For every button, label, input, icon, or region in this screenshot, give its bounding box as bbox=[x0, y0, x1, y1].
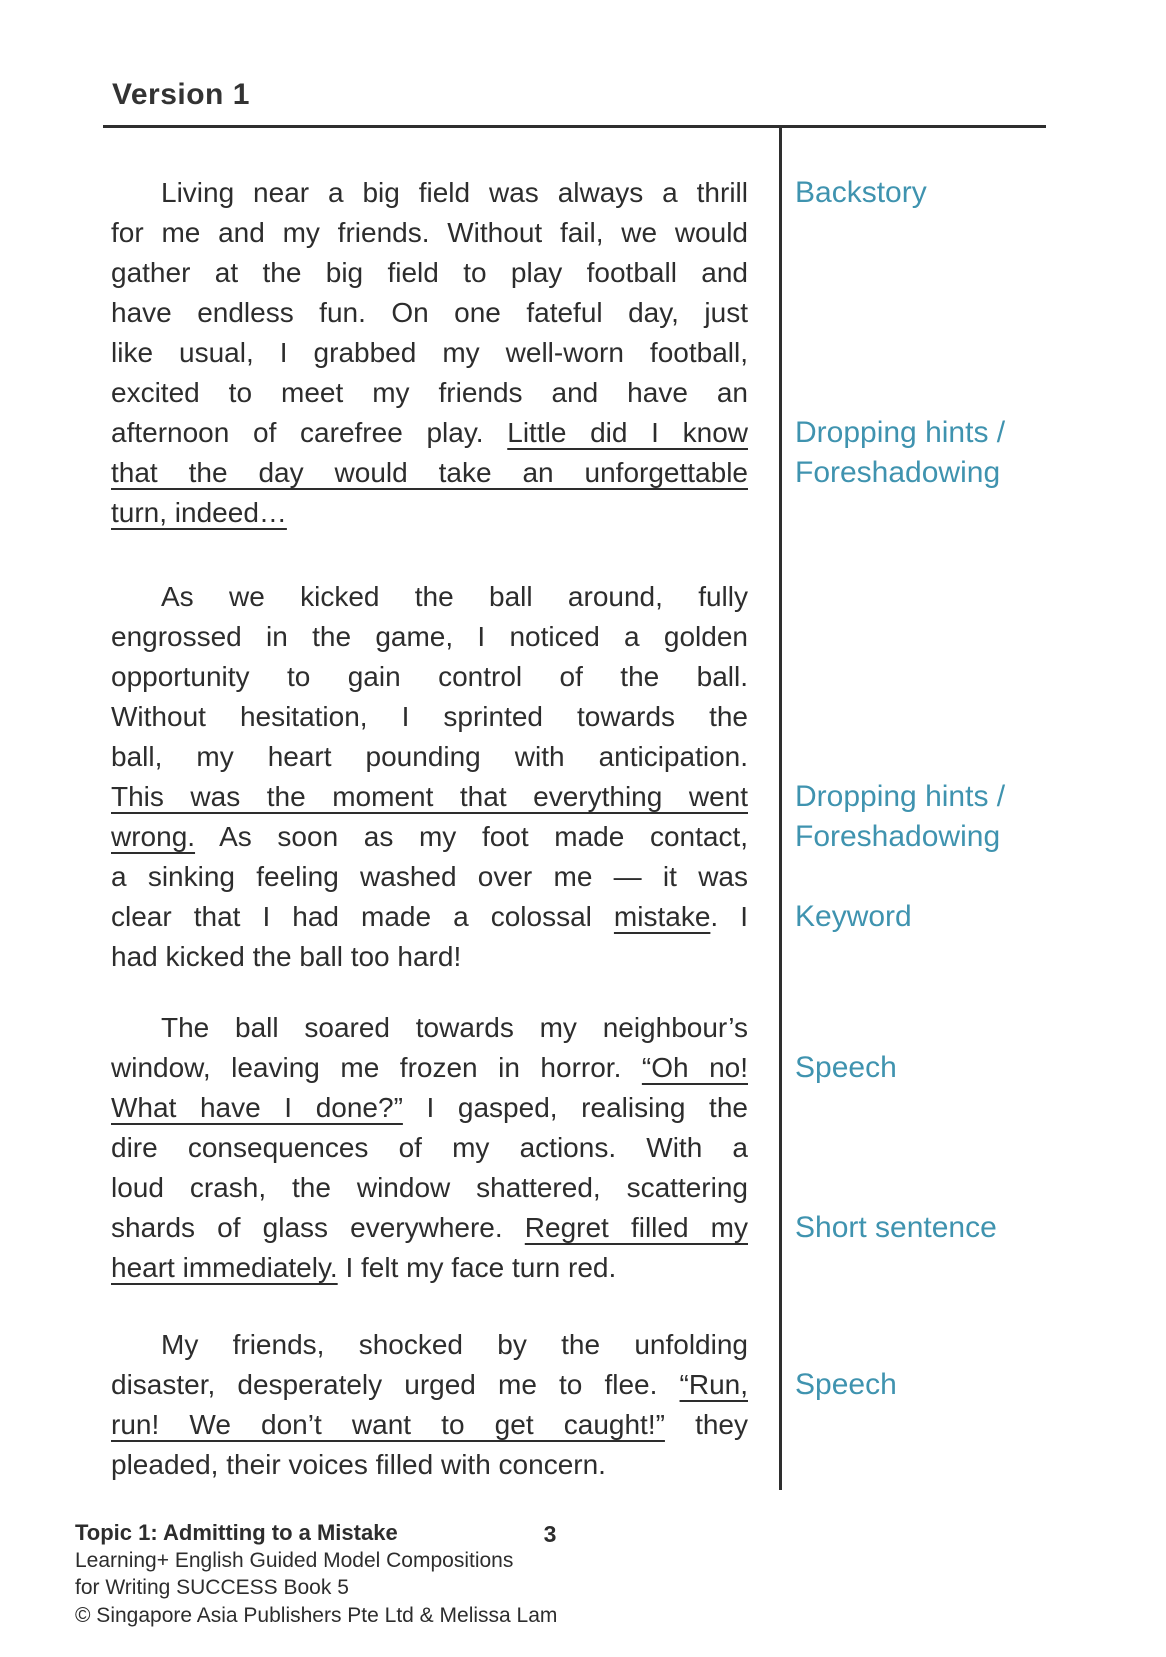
text-line bbox=[111, 213, 748, 253]
underlined-text-segment: heart immediately. bbox=[111, 1252, 338, 1283]
text-line bbox=[111, 577, 748, 617]
text-segment: afternoon of carefree play. bbox=[111, 417, 508, 448]
story-column bbox=[111, 0, 748, 1490]
text-line bbox=[111, 697, 748, 737]
text-segment: My friends, shocked by the unfolding bbox=[161, 1329, 748, 1360]
text-segment: have endless fun. On one fateful day, just bbox=[111, 297, 748, 328]
text-line bbox=[111, 897, 748, 937]
text-line bbox=[111, 817, 748, 857]
text-line bbox=[111, 1008, 748, 1048]
footer-topic: Topic 1: Admitting to a Mistake bbox=[75, 1520, 398, 1545]
text-segment: ball, my heart pounding with anticipation. bbox=[111, 741, 748, 772]
underlined-text-segment: that the day would take an unforgettable bbox=[111, 457, 748, 488]
text-line bbox=[111, 1088, 748, 1128]
text-segment: opportunity to gain control of the ball. bbox=[111, 661, 748, 692]
underlined-text-segment: This was the moment that everything went bbox=[111, 781, 748, 812]
text-segment: I gasped, realising the bbox=[402, 1092, 748, 1123]
text-line bbox=[111, 373, 748, 413]
underlined-text-segment: wrong. bbox=[111, 821, 196, 852]
story-paragraph bbox=[111, 1008, 748, 1288]
text-segment: a sinking feeling washed over me — it was bbox=[111, 861, 748, 892]
text-line bbox=[111, 453, 748, 493]
text-line bbox=[111, 1325, 748, 1365]
text-line bbox=[111, 493, 748, 533]
text-line bbox=[111, 293, 748, 333]
text-line bbox=[111, 333, 748, 373]
annotation-label: Dropping hints / Foreshadowing bbox=[795, 416, 1006, 489]
text-line bbox=[111, 1405, 748, 1445]
text-line bbox=[111, 777, 748, 817]
underlined-text-segment: “Oh no! bbox=[641, 1052, 748, 1083]
text-segment: shards of glass everywhere. bbox=[111, 1212, 525, 1243]
page-number: 3 bbox=[543, 1521, 557, 1547]
footer bbox=[75, 1519, 557, 1629]
text-line bbox=[111, 1365, 748, 1405]
text-segment: I felt my face turn red. bbox=[337, 1252, 617, 1283]
annotation-label: Backstory bbox=[795, 176, 927, 209]
annotation-label: Speech bbox=[795, 1368, 897, 1401]
story-paragraph bbox=[111, 577, 748, 977]
text-segment: like usual, I grabbed my well-worn football, bbox=[111, 337, 748, 368]
text-segment: pleaded, their voices filled with concern. bbox=[111, 1449, 606, 1480]
text-segment: gather at the big field to play football and bbox=[111, 257, 748, 288]
text-line bbox=[111, 1128, 748, 1168]
underlined-text-segment: Little did I know bbox=[507, 417, 748, 448]
text-segment: they bbox=[664, 1409, 749, 1440]
text-segment: Without hesitation, I sprinted towards the bbox=[111, 701, 748, 732]
annotation-column bbox=[795, 0, 1050, 1490]
text-segment: excited to meet my friends and have an bbox=[111, 377, 748, 408]
text-line bbox=[111, 857, 748, 897]
footer-copyright: © Singapore Asia Publishers Pte Ltd & Melissa Lam bbox=[75, 1603, 558, 1627]
text-line bbox=[111, 737, 748, 777]
underlined-text-segment: Regret filled my bbox=[524, 1212, 748, 1243]
text-segment: loud crash, the window shattered, scattering bbox=[111, 1172, 748, 1203]
text-segment: The ball soared towards my neighbour’s bbox=[161, 1012, 748, 1043]
text-line bbox=[111, 1445, 748, 1485]
annotation-label: Speech bbox=[795, 1051, 897, 1084]
underlined-text-segment: mistake bbox=[613, 901, 711, 932]
text-line bbox=[111, 937, 748, 977]
footer-series-line1: Learning+ English Guided Model Compositions bbox=[75, 1548, 514, 1572]
underlined-text-segment: run! We don’t want to get caught!” bbox=[111, 1409, 665, 1440]
text-segment: As soon as my foot made contact, bbox=[195, 821, 748, 852]
text-segment: for me and my friends. Without fail, we would bbox=[111, 217, 748, 248]
text-segment: dire consequences of my actions. With a bbox=[111, 1132, 748, 1163]
text-segment: disaster, desperately urged me to flee. bbox=[111, 1369, 680, 1400]
underlined-text-segment: turn, indeed… bbox=[111, 497, 287, 528]
story-paragraph bbox=[111, 173, 748, 533]
text-line bbox=[111, 1208, 748, 1248]
annotation-label: Dropping hints / Foreshadowing bbox=[795, 780, 1006, 853]
page-title: Version 1 bbox=[112, 78, 250, 111]
text-line bbox=[111, 617, 748, 657]
text-line bbox=[111, 173, 748, 213]
annotation-label: Short sentence bbox=[795, 1211, 997, 1244]
text-segment: had kicked the ball too hard! bbox=[111, 941, 462, 972]
underlined-text-segment: What have I done?” bbox=[111, 1092, 403, 1123]
text-segment: Living near a big field was always a thrill bbox=[161, 177, 748, 208]
text-line bbox=[111, 1248, 748, 1288]
footer-series-line2: for Writing SUCCESS Book 5 bbox=[75, 1576, 349, 1599]
text-line bbox=[111, 413, 748, 453]
text-segment: . I bbox=[710, 901, 748, 932]
text-line bbox=[111, 1168, 748, 1208]
underlined-text-segment: “Run, bbox=[679, 1369, 748, 1400]
text-line bbox=[111, 253, 748, 293]
text-line bbox=[111, 1048, 748, 1088]
text-line bbox=[111, 657, 748, 697]
column-divider bbox=[779, 128, 782, 1490]
text-segment: engrossed in the game, I noticed a golden bbox=[111, 621, 748, 652]
text-segment: As we kicked the ball around, fully bbox=[161, 581, 748, 612]
text-segment: clear that I had made a colossal bbox=[111, 901, 614, 932]
annotation-label: Keyword bbox=[795, 900, 912, 933]
text-segment: window, leaving me frozen in horror. bbox=[111, 1052, 642, 1083]
story-paragraph bbox=[111, 1325, 748, 1485]
